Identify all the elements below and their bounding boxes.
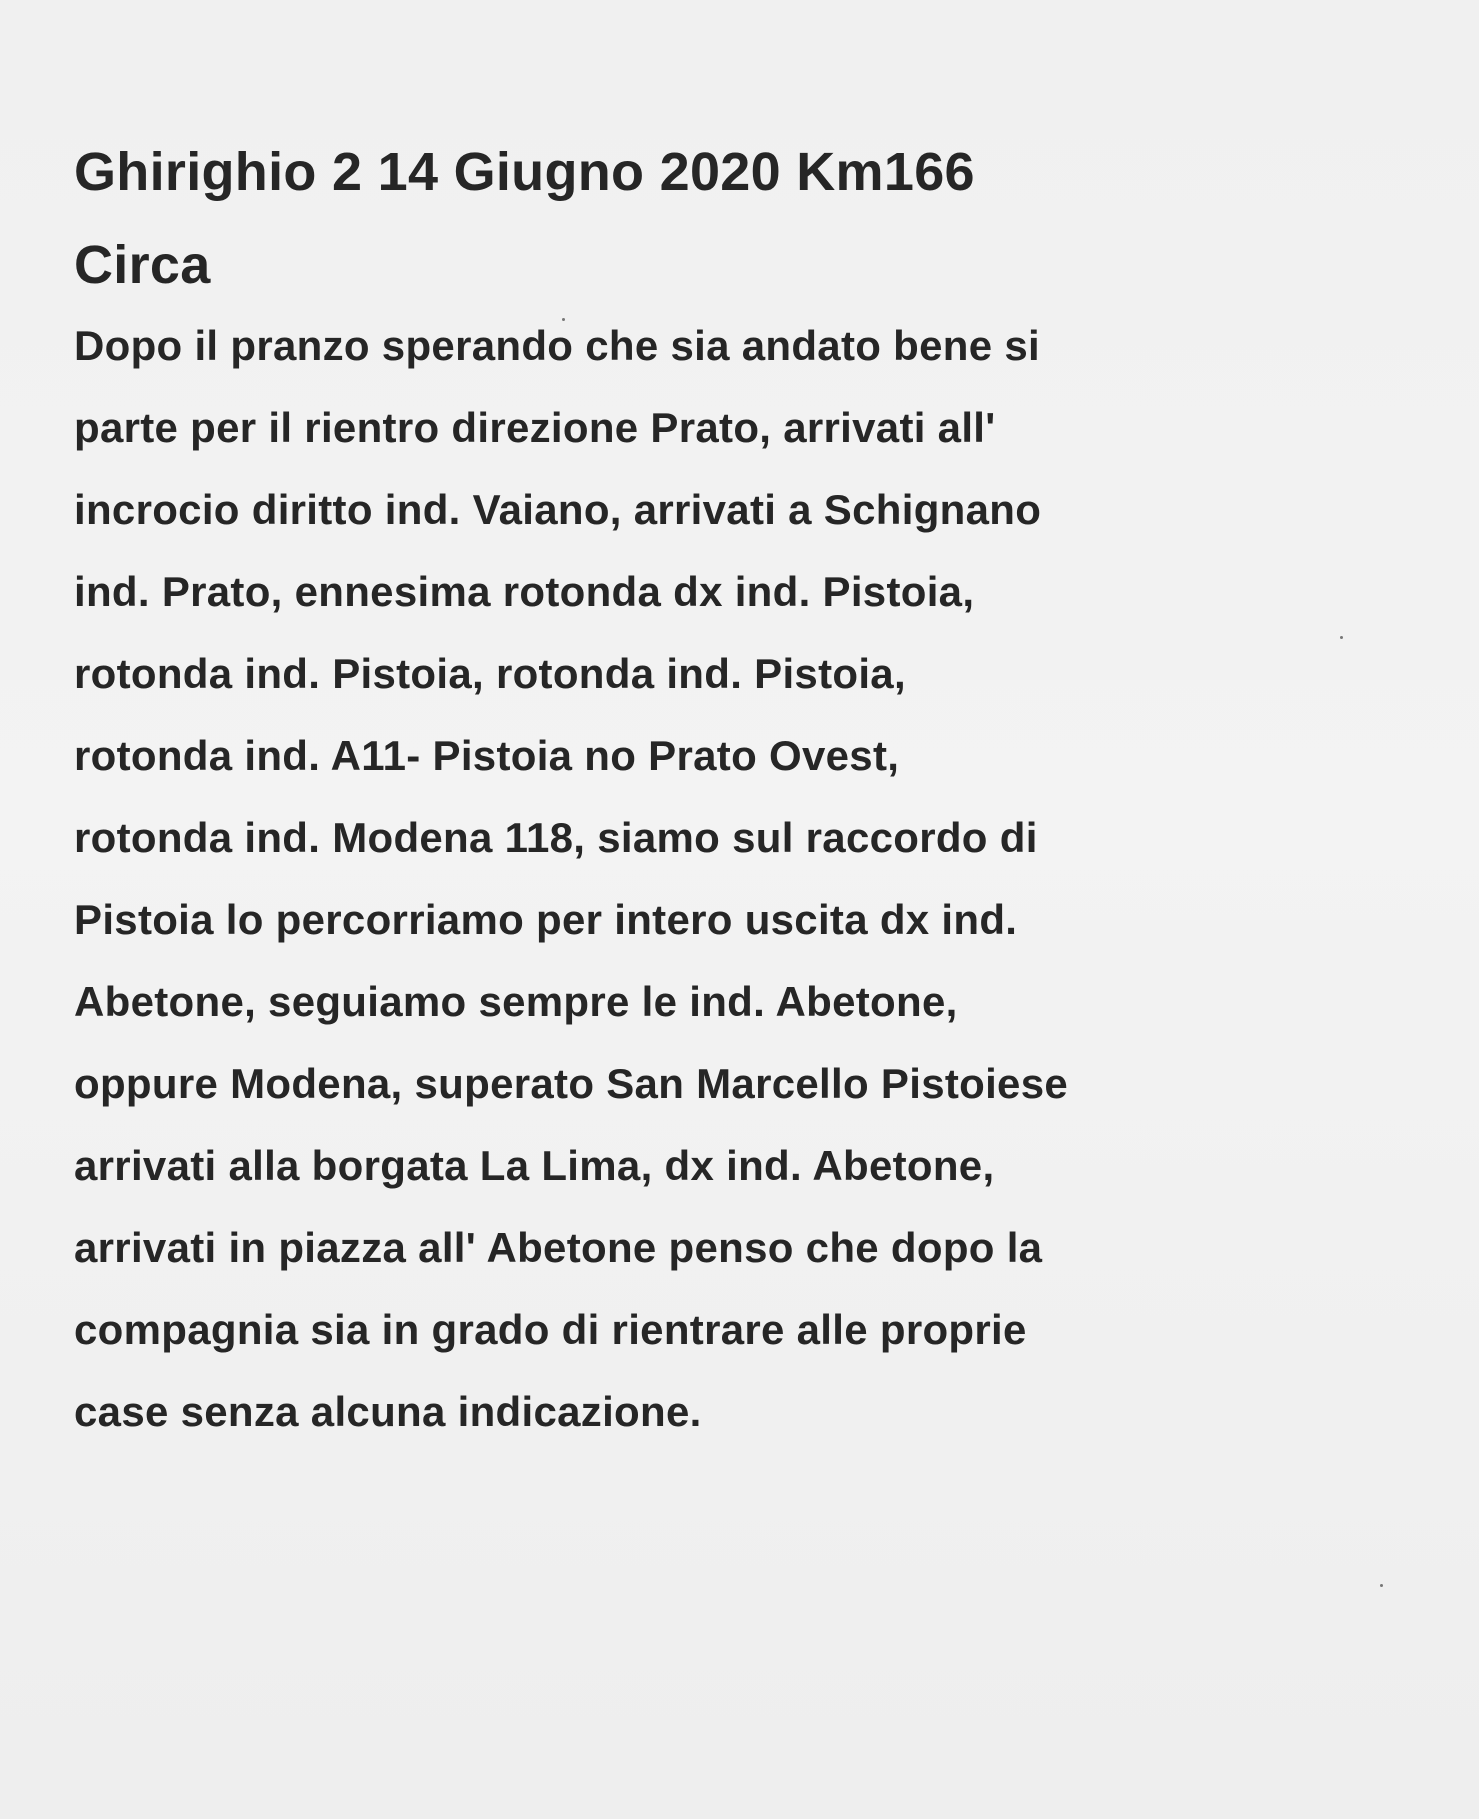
body-line: ind. Prato, ennesima rotonda dx ind. Pistoia, <box>74 568 975 615</box>
body-line: rotonda ind. Pistoia, rotonda ind. Pistoia, <box>74 650 906 697</box>
body-line: Abetone, seguiamo sempre le ind. Abetone, <box>74 978 958 1025</box>
body-line: arrivati alla borgata La Lima, dx ind. Abetone, <box>74 1142 995 1189</box>
route-description <box>74 305 1434 1453</box>
document-content <box>74 126 1434 1453</box>
body-line: Pistoia lo percorriamo per intero uscita dx ind. <box>74 896 1018 943</box>
title-line-1: Ghirighio 2 14 Giugno 2020 Km166 <box>74 142 975 202</box>
body-line: case senza alcuna indicazione. <box>74 1388 702 1435</box>
body-line: compagnia sia in grado di rientrare alle proprie <box>74 1306 1027 1353</box>
paper-speck <box>562 318 565 321</box>
body-line: Dopo il pranzo sperando che sia andato bene si <box>74 322 1040 369</box>
title-line-2: Circa <box>74 235 211 295</box>
body-line: oppure Modena, superato San Marcello Pistoiese <box>74 1060 1069 1107</box>
document-title <box>74 126 1434 312</box>
body-line: incrocio diritto ind. Vaiano, arrivati a Schignano <box>74 486 1042 533</box>
body-line: arrivati in piazza all' Abetone penso che dopo la <box>74 1224 1043 1271</box>
paper-speck <box>1380 1584 1383 1587</box>
body-line: rotonda ind. Modena 118, siamo sul raccordo di <box>74 814 1038 861</box>
paper-speck <box>1340 636 1343 639</box>
body-line: parte per il rientro direzione Prato, arrivati all' <box>74 404 996 451</box>
body-line: rotonda ind. A11- Pistoia no Prato Ovest, <box>74 732 900 779</box>
